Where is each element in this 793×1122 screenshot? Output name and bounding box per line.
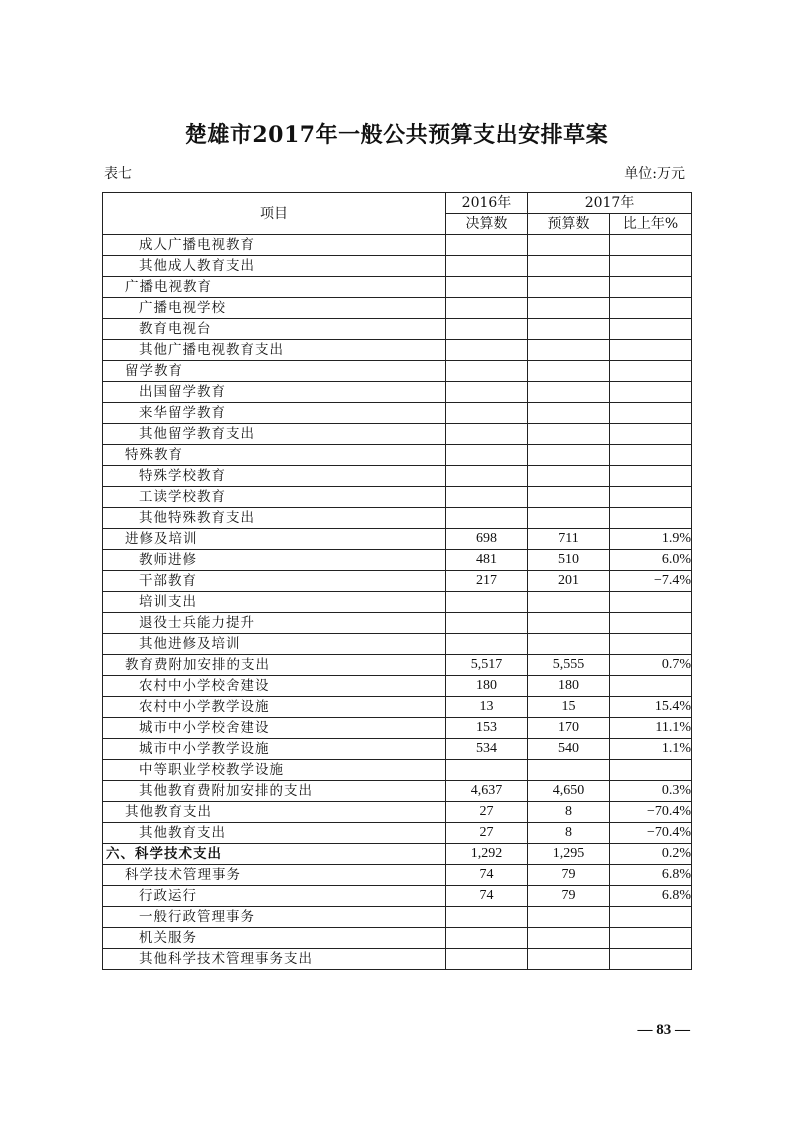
row-budget-2017 — [528, 424, 610, 445]
header-year-2016: 2016年 — [446, 193, 528, 214]
table-label: 表七 — [104, 166, 132, 182]
table-row — [103, 739, 692, 760]
table-row — [103, 613, 692, 634]
row-budget-2017 — [528, 382, 610, 403]
row-change-percent — [610, 256, 692, 277]
row-change-percent — [610, 319, 692, 340]
row-item-name: 其他教育费附加安排的支出 — [103, 781, 446, 802]
row-change-percent: 0.3% — [610, 781, 692, 802]
table-row — [103, 361, 692, 382]
row-budget-2017 — [528, 949, 610, 970]
row-item-name: 特殊学校教育 — [103, 466, 446, 487]
page-title: 楚雄市2017年一般公共预算支出安排草案 — [184, 122, 609, 148]
row-change-percent — [610, 466, 692, 487]
row-change-percent — [610, 928, 692, 949]
row-final-2016 — [446, 907, 528, 928]
row-item-name: 教师进修 — [103, 550, 446, 571]
row-budget-2017 — [528, 361, 610, 382]
row-item-name: 进修及培训 — [103, 529, 446, 550]
row-item-name: 中等职业学校教学设施 — [103, 760, 446, 781]
row-budget-2017: 170 — [528, 718, 610, 739]
row-item-name: 其他科学技术管理事务支出 — [103, 949, 446, 970]
row-budget-2017: 711 — [528, 529, 610, 550]
row-final-2016 — [446, 298, 528, 319]
row-change-percent: 6.0% — [610, 550, 692, 571]
table-row — [103, 445, 692, 466]
table-row — [103, 340, 692, 361]
row-final-2016 — [446, 508, 528, 529]
table-row — [103, 655, 692, 676]
row-budget-2017 — [528, 466, 610, 487]
table-row — [103, 403, 692, 424]
table-row — [103, 592, 692, 613]
row-change-percent — [610, 382, 692, 403]
row-item-name: 其他教育支出 — [103, 823, 446, 844]
header-budget: 预算数 — [528, 214, 610, 235]
table-row — [103, 235, 692, 256]
row-final-2016 — [446, 445, 528, 466]
row-item-name: 广播电视学校 — [103, 298, 446, 319]
row-budget-2017: 180 — [528, 676, 610, 697]
row-final-2016 — [446, 403, 528, 424]
row-budget-2017 — [528, 340, 610, 361]
row-budget-2017 — [528, 487, 610, 508]
row-final-2016: 74 — [446, 865, 528, 886]
row-change-percent — [610, 424, 692, 445]
row-final-2016 — [446, 613, 528, 634]
row-item-name: 成人广播电视教育 — [103, 235, 446, 256]
row-change-percent: 0.7% — [610, 655, 692, 676]
row-budget-2017 — [528, 319, 610, 340]
table-row — [103, 529, 692, 550]
row-item-name: 来华留学教育 — [103, 403, 446, 424]
row-final-2016 — [446, 319, 528, 340]
table-row — [103, 550, 692, 571]
row-item-name: 广播电视教育 — [103, 277, 446, 298]
row-budget-2017 — [528, 613, 610, 634]
row-change-percent: −70.4% — [610, 802, 692, 823]
row-final-2016: 180 — [446, 676, 528, 697]
row-final-2016: 13 — [446, 697, 528, 718]
row-item-name: 教育电视台 — [103, 319, 446, 340]
row-final-2016 — [446, 760, 528, 781]
table-row — [103, 424, 692, 445]
row-budget-2017: 8 — [528, 802, 610, 823]
table-row — [103, 676, 692, 697]
row-change-percent: −70.4% — [610, 823, 692, 844]
row-budget-2017: 79 — [528, 886, 610, 907]
row-change-percent — [610, 634, 692, 655]
row-budget-2017 — [528, 907, 610, 928]
row-final-2016: 481 — [446, 550, 528, 571]
row-change-percent: 6.8% — [610, 865, 692, 886]
header-vs-last-year: 比上年% — [610, 214, 692, 235]
row-item-name: 其他教育支出 — [103, 802, 446, 823]
table-row — [103, 697, 692, 718]
header-final-accounts: 决算数 — [446, 214, 528, 235]
row-change-percent: 1.1% — [610, 739, 692, 760]
row-budget-2017 — [528, 445, 610, 466]
row-item-name: 特殊教育 — [103, 445, 446, 466]
row-item-name: 其他留学教育支出 — [103, 424, 446, 445]
row-item-name: 行政运行 — [103, 886, 446, 907]
table-row — [103, 949, 692, 970]
header-year-2017: 2017年 — [528, 193, 692, 214]
row-final-2016 — [446, 277, 528, 298]
row-final-2016: 534 — [446, 739, 528, 760]
row-item-name: 机关服务 — [103, 928, 446, 949]
row-budget-2017 — [528, 403, 610, 424]
row-change-percent — [610, 298, 692, 319]
table-row — [103, 823, 692, 844]
row-final-2016: 698 — [446, 529, 528, 550]
row-budget-2017 — [528, 592, 610, 613]
row-item-name: 城市中小学校舍建设 — [103, 718, 446, 739]
row-item-name: 其他成人教育支出 — [103, 256, 446, 277]
table-row — [103, 256, 692, 277]
table-row — [103, 907, 692, 928]
row-change-percent: 0.2% — [610, 844, 692, 865]
row-final-2016: 4,637 — [446, 781, 528, 802]
row-item-name: 培训支出 — [103, 592, 446, 613]
row-budget-2017 — [528, 760, 610, 781]
row-change-percent — [610, 340, 692, 361]
row-final-2016: 27 — [446, 802, 528, 823]
row-final-2016 — [446, 487, 528, 508]
row-change-percent: 11.1% — [610, 718, 692, 739]
row-change-percent: 6.8% — [610, 886, 692, 907]
row-item-name: 教育费附加安排的支出 — [103, 655, 446, 676]
row-item-name: 一般行政管理事务 — [103, 907, 446, 928]
row-change-percent — [610, 613, 692, 634]
row-change-percent — [610, 361, 692, 382]
row-budget-2017: 1,295 — [528, 844, 610, 865]
row-item-name: 农村中小学校舍建设 — [103, 676, 446, 697]
row-change-percent — [610, 949, 692, 970]
row-change-percent — [610, 445, 692, 466]
table-row — [103, 634, 692, 655]
header-item: 项目 — [103, 193, 446, 235]
table-row — [103, 487, 692, 508]
row-change-percent: −7.4% — [610, 571, 692, 592]
page-number: — 83 — — [637, 1022, 690, 1038]
row-final-2016 — [446, 235, 528, 256]
row-change-percent — [610, 277, 692, 298]
row-budget-2017 — [528, 508, 610, 529]
row-change-percent — [610, 235, 692, 256]
row-change-percent — [610, 508, 692, 529]
row-item-name: 其他特殊教育支出 — [103, 508, 446, 529]
row-budget-2017: 4,650 — [528, 781, 610, 802]
row-final-2016 — [446, 424, 528, 445]
row-budget-2017: 201 — [528, 571, 610, 592]
row-item-name: 城市中小学教学设施 — [103, 739, 446, 760]
table-row — [103, 844, 692, 865]
table-row — [103, 865, 692, 886]
row-budget-2017 — [528, 634, 610, 655]
table-row — [103, 802, 692, 823]
unit-label: 单位:万元 — [624, 166, 685, 182]
table-row — [103, 571, 692, 592]
row-change-percent — [610, 760, 692, 781]
row-budget-2017: 79 — [528, 865, 610, 886]
table-row — [103, 760, 692, 781]
table-body — [103, 235, 692, 970]
row-final-2016 — [446, 382, 528, 403]
row-budget-2017: 8 — [528, 823, 610, 844]
row-budget-2017: 15 — [528, 697, 610, 718]
row-item-name: 干部教育 — [103, 571, 446, 592]
row-budget-2017 — [528, 277, 610, 298]
row-final-2016: 217 — [446, 571, 528, 592]
row-final-2016 — [446, 928, 528, 949]
row-final-2016 — [446, 592, 528, 613]
row-budget-2017 — [528, 298, 610, 319]
row-final-2016 — [446, 361, 528, 382]
table-row — [103, 466, 692, 487]
row-change-percent: 1.9% — [610, 529, 692, 550]
row-item-name: 留学教育 — [103, 361, 446, 382]
row-item-name: 其他广播电视教育支出 — [103, 340, 446, 361]
table-row — [103, 382, 692, 403]
table-row — [103, 718, 692, 739]
table-row — [103, 781, 692, 802]
row-final-2016: 27 — [446, 823, 528, 844]
row-change-percent — [610, 907, 692, 928]
row-budget-2017: 540 — [528, 739, 610, 760]
row-budget-2017 — [528, 235, 610, 256]
table-row — [103, 886, 692, 907]
table-row — [103, 508, 692, 529]
row-budget-2017 — [528, 256, 610, 277]
table-row — [103, 319, 692, 340]
row-change-percent — [610, 403, 692, 424]
row-change-percent: 15.4% — [610, 697, 692, 718]
row-item-name: 其他进修及培训 — [103, 634, 446, 655]
row-item-name: 六、科学技术支出 — [103, 844, 446, 865]
row-item-name: 工读学校教育 — [103, 487, 446, 508]
row-final-2016: 1,292 — [446, 844, 528, 865]
table-row — [103, 277, 692, 298]
row-item-name: 退役士兵能力提升 — [103, 613, 446, 634]
budget-table — [102, 192, 692, 970]
row-final-2016 — [446, 256, 528, 277]
row-item-name: 出国留学教育 — [103, 382, 446, 403]
row-final-2016 — [446, 340, 528, 361]
row-final-2016: 153 — [446, 718, 528, 739]
row-item-name: 农村中小学教学设施 — [103, 697, 446, 718]
row-change-percent — [610, 487, 692, 508]
row-budget-2017: 510 — [528, 550, 610, 571]
row-final-2016: 5,517 — [446, 655, 528, 676]
row-budget-2017: 5,555 — [528, 655, 610, 676]
row-change-percent — [610, 676, 692, 697]
row-change-percent — [610, 592, 692, 613]
row-final-2016 — [446, 634, 528, 655]
row-final-2016: 74 — [446, 886, 528, 907]
row-final-2016 — [446, 466, 528, 487]
table-row — [103, 928, 692, 949]
row-budget-2017 — [528, 928, 610, 949]
row-item-name: 科学技术管理事务 — [103, 865, 446, 886]
row-final-2016 — [446, 949, 528, 970]
table-row — [103, 298, 692, 319]
